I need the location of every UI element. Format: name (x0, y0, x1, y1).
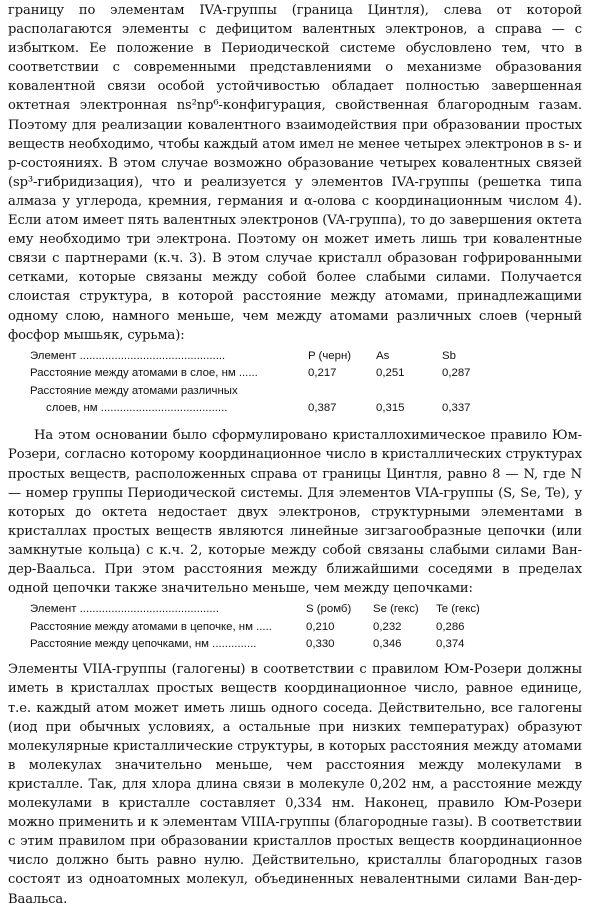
table-cell: 0,387 (308, 401, 337, 414)
paragraph-halogens-noble-gases: Элементы VIIA-группы (галогены) в соответствии с правилом Юм-Розери должны иметь в кристаллах простых веществ координационное число, равное единице, т.е. каждый атом может иметь лишь одного соседа. Действительно, все галогены (иод при обычных условиях, а остальные при низких температурах) образуют молекулярные кристаллические структуры, в которых расстояния между атомами в молекулах значительно меньше, чем расстояния между молекулами в кристалле. Так, для хлора длина связи в молекуле 0,202 нм, а расстояние между молекулами в кристалле составляет 0,334 нм. Наконец, правило Юм-Розери можно применить и к элементам VIIIA-группы (благородные газы). В соответствии с этим правилом при образовании кристаллов простых веществ координационное число должно быть равно нулю. Действительно, кристаллы благородных газов состоят из одноатомных молекул, объединенных невалентными силами Ван-дер-Ваальса. (8, 662, 582, 907)
table-chain-distances (30, 601, 500, 653)
table-cell: 0,346 (373, 637, 402, 650)
table-cell: 0,287 (442, 367, 471, 380)
table-cell: 0,251 (376, 367, 405, 380)
table-row (30, 619, 500, 636)
table-row-label: Расстояние между атомами в цепочке, нм ..... (30, 620, 272, 633)
table-header-cell: Te (гекс) (436, 603, 480, 616)
table-header-cell: Se (гекс) (373, 603, 419, 616)
table-row (30, 365, 500, 382)
table-row (30, 601, 500, 618)
table-row-label: Расстояние между цепочками, нм .............. (30, 637, 257, 650)
table-row-label-line: слоев, нм ........................................ (46, 401, 228, 414)
table-cell: 0,210 (306, 620, 335, 633)
table-cell: 0,217 (308, 367, 337, 380)
table-cell: 0,337 (442, 401, 471, 414)
table-row-label: Расстояние между атомами в слое, нм ...... (30, 367, 258, 380)
table-cell: 0,374 (436, 637, 465, 650)
paragraph-zintl-boundary: границу по элементам IVA-группы (граница Цинтля), слева от которой располагаются элементы с дефицитом валентных электронов, а справа — с избытком. Ее положение в Периодической системе обусловлено тем, что в соответствии с современными представлениями о механизме образования ковалентной связи особой устойчивостью обладает полностью завершенная октетная электронная ns²np⁶-конфигурация, свойственная благородным газам. Поэтому для реализации ковалентного взаимодействия при образовании простых веществ необходимо, чтобы каждый атом имел не менее четырех электронов в s- и p-состояниях. В этом случае возможно образование четырех ковалентных связей (sp³-гибридизация), что и реализуется у элементов IVA-группы (решетка типа алмаза у углерода, кремния, германия и α-олова с координационным числом 4). Если атом имеет пять валентных электронов (VA-группа), то до завершения октета ему необходимо три электрона. Поэтому он может иметь лишь три ковалентные связи с партнерами (к.ч. 3). В этом случае кристалл образован гофрированными сетками, которые связаны между собой более слабыми силами. Получается слоистая структура, в которой расстояние между атомами, принадлежащими одному слою, намного меньше, чем между атомами различных слоев (черный фосфор мышьяк, сурьма): (8, 3, 582, 343)
table-header-cell: As (376, 349, 390, 362)
table-cell: 0,315 (376, 401, 405, 414)
table-row (30, 636, 500, 653)
table-cell: 0,330 (306, 637, 335, 650)
table-row (30, 348, 500, 365)
table-cell: 0,286 (436, 620, 465, 633)
table-header-cell: P (черн) (308, 349, 352, 362)
table-row-label (30, 383, 308, 418)
table-header-cell: Sb (442, 349, 456, 362)
table-row (30, 383, 500, 418)
table-header-label: Элемент .............................................. (30, 349, 226, 362)
table-row-label-line: Расстояние между атомами различных (30, 384, 238, 397)
paragraph-hume-rothery-rule: На этом основании было сформулировано кристаллохимическое правило Юм-Розери, согласно которому координационное число в кристаллических структурах простых веществ, расположенных справа от границы Цинтля, равно 8 — N, где N — номер группы Периодической системы. Для элементов VIA-группы (S, Se, Te), у которых до октета недостает двух электронов, структурными элементами в кристаллах простых веществ являются линейные зигзагообразные цепочки (или замкнутые кольца) с к.ч. 2, которые между собой связаны слабыми силами Ван-дер-Ваальса. При этом расстояния между ближайшими соседями в пределах одной цепочки также значительно меньше, чем между цепочками: (8, 428, 582, 597)
table-header-label: Элемент ............................................ (30, 603, 219, 616)
table-cell: 0,232 (373, 620, 402, 633)
table-layer-distances (30, 348, 500, 418)
table-header-cell: S (ромб) (306, 603, 352, 616)
